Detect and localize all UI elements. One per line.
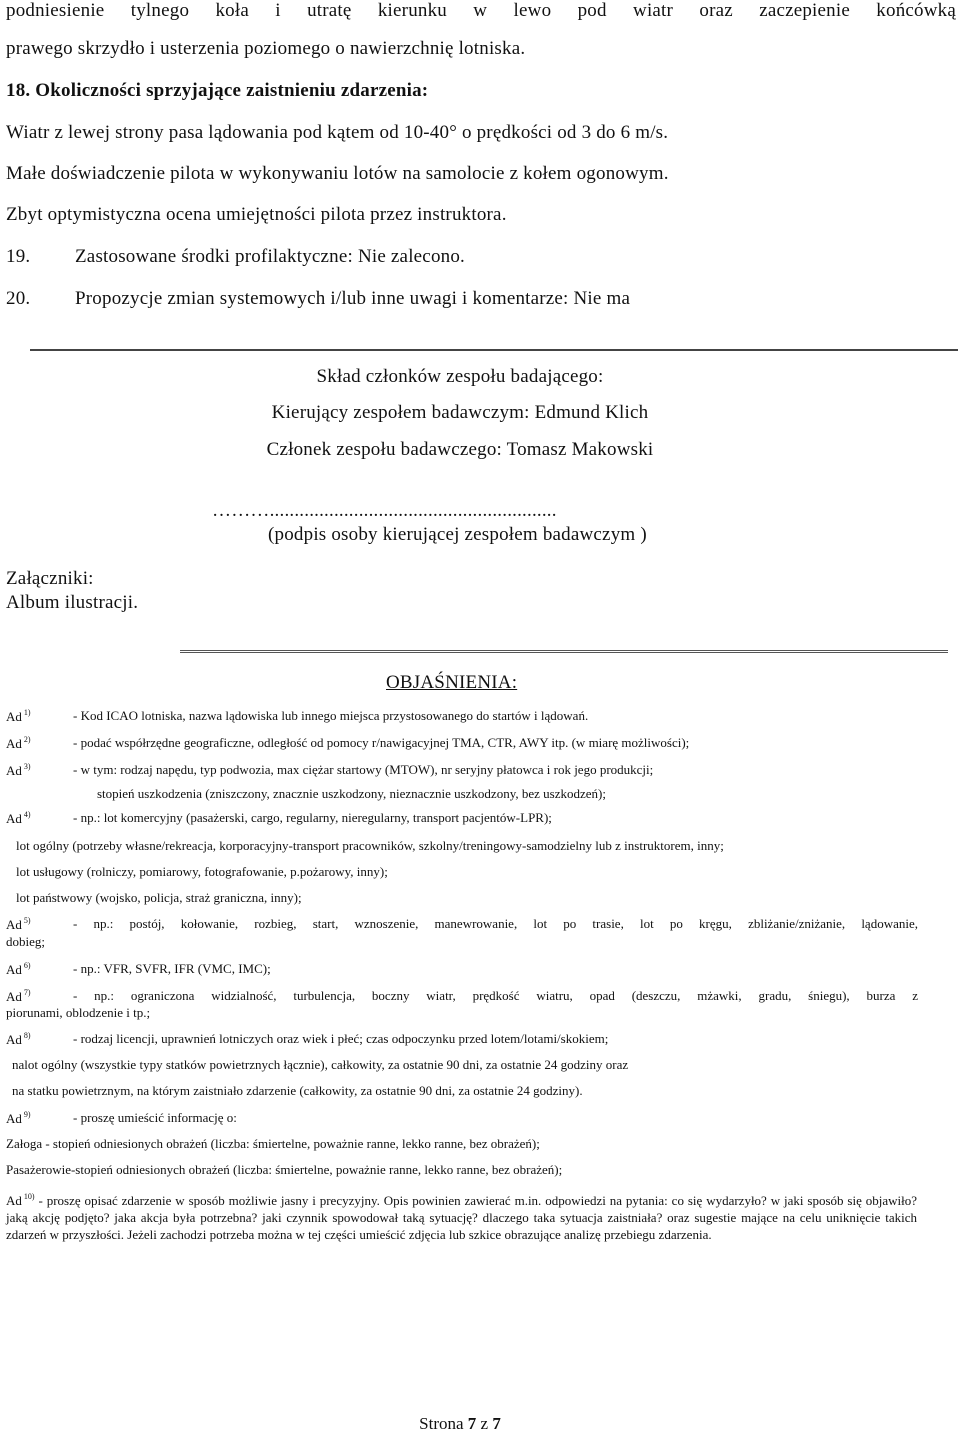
section-19-text: Zastosowane środki profilaktyczne: Nie zalecono. xyxy=(75,246,465,267)
ad7-label: Ad $^{7)}$ xyxy=(6,988,31,1004)
signature-caption: (podpis osoby kierującej zespołem badawczym ) xyxy=(268,524,647,545)
ad6-text: - np.: VFR, SVFR, IFR (VMC, IMC); xyxy=(73,961,271,976)
ad4-line: lot ogólny (potrzeby własne/rekreacja, korporacyjny-transport pracowników, szkolny/treningowy-samodzielny lub z instruktorem, inny; xyxy=(16,838,724,853)
attachments-item: Album ilustracji. xyxy=(6,592,139,613)
ad8-text: - rodzaj licencji, uprawnień lotniczych oraz wiek i płeć; czas odpoczynku przed lotem/lotami/skokiem; xyxy=(73,1031,609,1046)
ad8-label: Ad $^{8)}$ xyxy=(6,1031,31,1047)
ad3-text-2: stopień uszkodzenia (zniszczony, znacznie uszkodzony, nieznacznie uszkodzony, bez uszkodzeń); xyxy=(97,786,606,801)
ad4-line: lot usługowy (rolniczy, pomiarowy, fotografowanie, p.pożarowy, inny); xyxy=(16,864,388,879)
ad9-line: Załoga - stopień odniesionych obrażeń (liczba: śmiertelne, poważnie ranne, lekko ranne, bez obrażeń); xyxy=(6,1136,540,1151)
ad6-label: Ad $^{6)}$ xyxy=(6,961,31,977)
ad5-label: Ad $^{5)}$ xyxy=(6,916,31,932)
section-18-line: Małe doświadczenie pilota w wykonywaniu lotów na samolocie z kołem ogonowym. xyxy=(6,163,669,184)
section-18-heading: 18. Okoliczności sprzyjające zaistnieniu zdarzenia: xyxy=(6,80,429,101)
ad1-text: - Kod ICAO lotniska, nazwa lądowiska lub innego miejsca przystosowanego do startów i lądowań. xyxy=(73,708,589,723)
ad8-line: nalot ogólny (wszystkie typy statków powietrznych łącznie), całkowity, za ostatnie 90 dni, za ostatnie 24 godziny oraz xyxy=(12,1057,629,1072)
ad7-line: piorunami, oblodzenie i tp.; xyxy=(6,1005,151,1020)
ad2-text: - podać współrzędne geograficzne, odległość od pomocy r/nawigacyjnej TMA, CTR, AWY itp. (w miarę możliwości); xyxy=(73,735,690,750)
text-line: prawego skrzydło i usterzenia poziomego o nawierzchnię lotniska. xyxy=(6,38,526,59)
ad4-text: - np.: lot komercyjny (pasażerski, cargo, regularny, nieregularny, transport pacjentów-LPR); xyxy=(73,810,552,825)
section-20-text: Propozycje zmian systemowych i/lub inne uwagi i komentarze: Nie ma xyxy=(75,288,631,309)
ad10-label: Ad $^{10)}$ xyxy=(6,1192,35,1208)
section-18-line: Wiatr z lewej strony pasa lądowania pod kątem od 10-40° o prędkości od 3 do 6 m/s. xyxy=(6,122,669,143)
ad3-label: Ad $^{3)}$ xyxy=(6,762,31,778)
team-lead: Kierujący zespołem badawczym: Edmund Klich xyxy=(271,402,649,423)
explanations-heading: OBJAŚNIENIA: xyxy=(386,672,518,693)
ad5-text: - np.: postój, kołowanie, rozbieg, start, wznoszenie, manewrowanie, lot po trasie, lot po kręgu, zbliżanie/zniżanie, lądowanie, xyxy=(73,916,918,931)
team-title: Skład członków zespołu badającego: xyxy=(316,366,604,387)
divider xyxy=(180,650,948,655)
ad3-text: - w tym: rodzaj napędu, typ podwozia, max ciężar startowy (MTOW), nr seryjny płatowca i rok jego produkcji; xyxy=(73,762,654,777)
ad5-line: dobieg; xyxy=(6,934,45,949)
section-20-number: 20. xyxy=(6,288,31,309)
ad9-label: Ad $^{9)}$ xyxy=(6,1110,31,1126)
ad7-text: - np.: ograniczona widzialność, turbulencja, boczny wiatr, prędkość wiatru, opad (deszczu, mżawki, gradu, śniegu), burza z xyxy=(73,988,918,1003)
ad9-line: Pasażerowie-stopień odniesionych obrażeń (liczba: śmiertelne, poważnie ranne, lekko ranne, bez obrażeń); xyxy=(6,1162,563,1177)
ad2-label: Ad $^{2)}$ xyxy=(6,735,31,751)
signature-line: ……….......................................................... xyxy=(212,500,557,521)
attachments-label: Załączniki: xyxy=(6,568,94,589)
ad1-label: Ad $^{1)}$ xyxy=(6,708,31,724)
ad4-label: Ad $^{4)}$ xyxy=(6,810,31,826)
ad8-line: na statku powietrznym, na którym zaistniało zdarzenie (całkowity, za ostatnie 90 dni, za ostatnie 24 godziny). xyxy=(12,1083,583,1098)
team-member: Członek zespołu badawczego: Tomasz Makowski xyxy=(266,439,654,460)
ad10-block xyxy=(6,1188,917,1243)
ad4-line: lot państwowy (wojsko, policja, straż graniczna, inny); xyxy=(16,890,302,905)
section-19-number: 19. xyxy=(6,246,31,267)
divider xyxy=(30,349,958,351)
page-number: Strona 7 z 7 xyxy=(419,1414,501,1433)
section-18-line: Zbyt optymistyczna ocena umiejętności pilota przez instruktora. xyxy=(6,204,507,225)
text-line: podniesienie tylnego koła i utratę kierunku w lewo pod wiatr oraz zaczepienie końcówką xyxy=(6,0,956,21)
ad10-text: - proszę opisać zdarzenie w sposób możliwie jasny i precyzyjny. Opis powinien zawierać m.in. odpowiedzi na pytania: co się wydarzyło? w jaki sposób się objawiło? jaką akcję podjęto? jaka akcja była potrzebna? jaki czynnik spowodował taką sytuację? dlaczego taka sytuacja zaistniała? oraz sugestie mające na celu uniknięcie takich zdarzeń w przyszłości. Jeżeli zachodzi potrzeba można w tej części umieścić zdjęcia lub szkice obrazujące analizę przebiegu zdarzenia. xyxy=(6,1193,918,1242)
ad9-text: - proszę umieścić informację o: xyxy=(73,1110,237,1125)
